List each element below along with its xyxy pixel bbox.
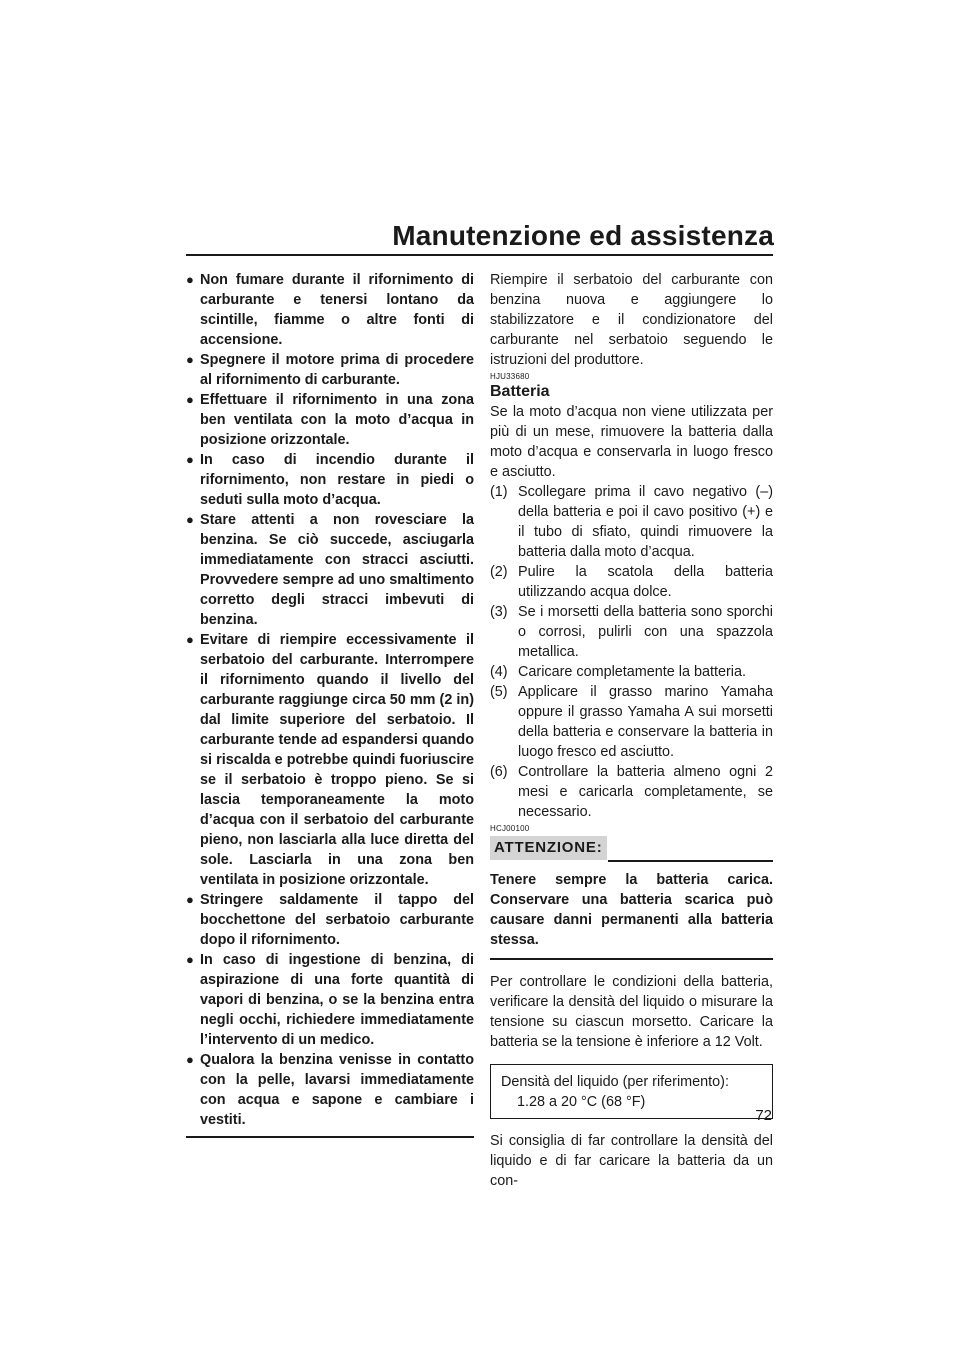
spec-label: Densità del liquido (per riferimento): [501,1074,729,1090]
right-column [490,270,773,1191]
warning-text: Non fumare durante il rifornimento di carburante e tenersi lontano da scintille, fiamme o altre fonti di accensione. [200,272,474,348]
step-number: (4) [490,664,508,680]
bullet-icon: ● [186,352,194,367]
section-body: Se la moto d’acqua non viene utilizzata per più di un mese, rimuovere la batteria dalla moto d’acqua e conservarla in luogo fresco e asciutto. [490,404,773,480]
step-text: Caricare completamente la batteria. [518,664,746,680]
step-number: (1) [490,484,508,500]
section-code: HJU33680 [490,372,530,381]
step-item [490,682,773,762]
bullet-icon: ● [186,392,194,407]
warning-item [186,450,474,510]
header-rule [186,254,773,256]
page-number: 72 [755,1107,772,1124]
spec-value: 1.28 a 20 °C (68 °F) [517,1094,646,1110]
caution-end-rule [490,958,773,960]
bullet-icon: ● [186,452,194,467]
caution-header [490,836,773,862]
step-item [490,662,773,682]
bullet-icon: ● [186,1052,194,1067]
warning-end-rule [186,1136,474,1138]
warning-text: Evitare di riempire eccessivamente il serbatoio del carburante. Interrompere il rifornimento quando il livello del carburante raggiunge circa 50 mm (2 in) dal limite superiore del serbatoio. Il carburante tende ad espandersi quando si riscalda e potrebbe quindi fuoriuscire se il serbatoio è troppo pieno. Se si lascia temporaneamente la moto d’acqua con il serbatoio del carburante pieno, non lasciarla alla luce diretta del sole. Lasciarla in una zona ben ventilata in posizione orizzontale. [200,632,474,888]
step-number: (5) [490,684,508,700]
bullet-icon: ● [186,512,194,527]
warning-item [186,390,474,450]
warning-item [186,510,474,630]
bullet-icon: ● [186,892,194,907]
step-number: (6) [490,764,508,780]
step-text: Scollegare prima il cavo negativo (–) della batteria e poi il cavo positivo (+) e il tubo di sfiato, quindi rimuovere la batteria dalla moto d’acqua. [518,484,773,560]
fuel-intro-text: Riempire il serbatoio del carburante con benzina nuova e aggiungere lo stabilizzatore e il condizionatore del carburante nel serbatoio seguendo le istruzioni del produttore. [490,272,773,368]
caution-label: ATTENZIONE: [490,836,607,860]
step-text: Pulire la scatola della batteria utilizzando acqua dolce. [518,564,773,600]
step-item [490,482,773,562]
caution-rule [608,860,773,862]
spec-box [490,1064,773,1119]
page-title: Manutenzione ed assistenza [392,220,774,251]
warning-text: Effettuare il rifornimento in una zona ben ventilata con la moto d’acqua in posizione orizzontale. [200,392,474,448]
outro-text: Si consiglia di far controllare la densità del liquido e di far caricare la batteria da un con- [490,1133,773,1189]
warning-text: Stringere saldamente il tappo del bocchettone del serbatoio carburante dopo il rifornimento. [200,892,474,948]
step-item [490,562,773,602]
step-text: Applicare il grasso marino Yamaha oppure il grasso Yamaha A sui morsetti della batteria e conservare la batteria in luogo fresco ed asciutto. [518,684,773,760]
bullet-icon: ● [186,952,194,967]
bullet-icon: ● [186,632,194,647]
step-number: (3) [490,604,508,620]
battery-check-text: Per controllare le condizioni della batteria, verificare la densità del liquido o misurare la tensione su ciascun morsetto. Caricare la batteria se la tensione è inferiore a 12 Volt. [490,974,773,1050]
warning-item [186,890,474,950]
warning-item [186,630,474,890]
step-item [490,602,773,662]
warning-item [186,1050,474,1130]
step-text: Se i morsetti della batteria sono sporchi o corrosi, pulirli con una spazzola metallica. [518,604,773,660]
bullet-icon: ● [186,272,194,287]
warning-text: Spegnere il motore prima di procedere al rifornimento di carburante. [200,352,474,388]
step-number: (2) [490,564,508,580]
warning-item [186,270,474,350]
warning-item [186,950,474,1050]
warning-text: Stare attenti a non rovesciare la benzina. Se ciò succede, asciugarla immediatamente con stracci asciutti. Provvedere sempre ad uno smaltimento corretto degli stracci imbevuti di benzina. [200,512,474,628]
warning-text: In caso di ingestione di benzina, di aspirazione di una forte quantità di vapori di benzina, o se la benzina entra negli occhi, richiedere immediatamente l’intervento di un medico. [200,952,474,1048]
caution-code: HCJ00100 [490,824,530,833]
caution-text: Tenere sempre la batteria carica. Conservare una batteria scarica può causare danni permanenti alla batteria stessa. [490,872,773,948]
warning-item [186,350,474,390]
section-title: Batteria [490,383,550,400]
warning-text: Qualora la benzina venisse in contatto con la pelle, lavarsi immediatamente con acqua e sapone e cambiare i vestiti. [200,1052,474,1128]
step-text: Controllare la batteria almeno ogni 2 mesi e caricarla completamente, se necessario. [518,764,773,820]
left-column [186,270,474,1138]
warning-list [186,270,474,1130]
step-item [490,762,773,822]
warning-text: In caso di incendio durante il rifornimento, non restare in piedi o seduti sulla moto d’acqua. [200,452,474,508]
step-list [490,482,773,822]
